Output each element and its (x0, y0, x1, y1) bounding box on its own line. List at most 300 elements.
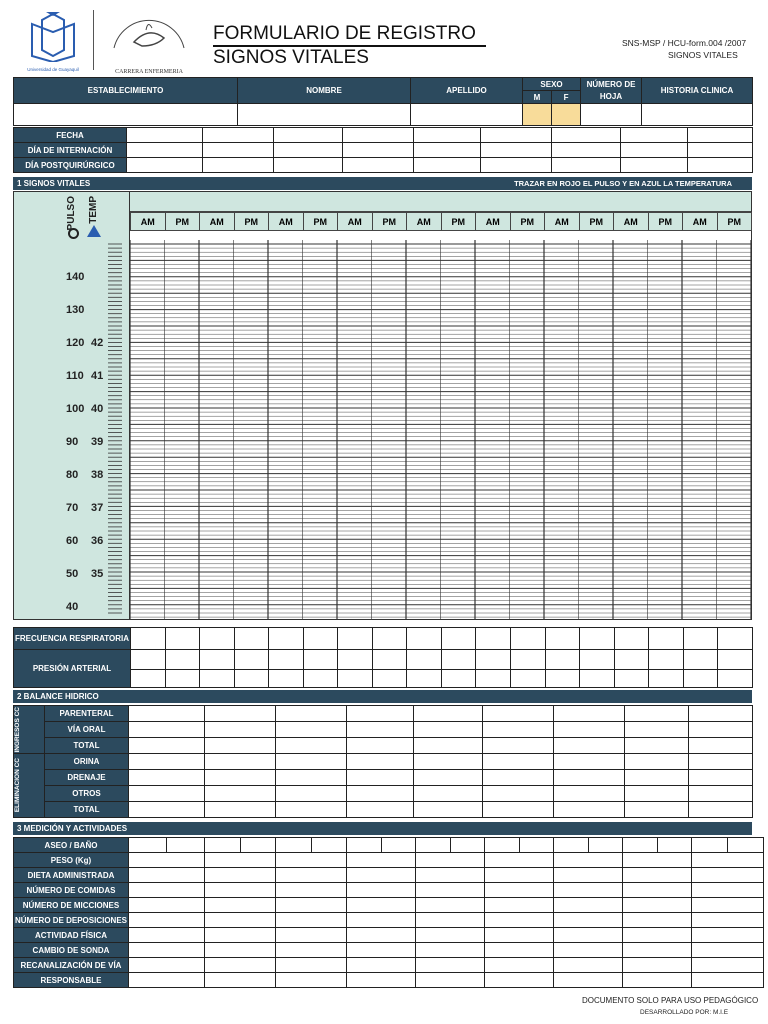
entry-cell[interactable] (623, 868, 692, 883)
entry-cell[interactable] (276, 754, 347, 770)
entry-cell[interactable] (511, 628, 546, 650)
entry-cell[interactable] (129, 738, 205, 754)
entry-cell[interactable] (276, 943, 347, 958)
entry-cell[interactable] (414, 143, 481, 158)
entry-cell[interactable] (234, 650, 269, 670)
table-row (14, 706, 753, 722)
entry-cell[interactable] (485, 958, 554, 973)
establecimiento-field[interactable] (14, 104, 238, 126)
entry-cell[interactable] (127, 143, 203, 158)
entry-cell[interactable] (689, 786, 753, 802)
entry-cell[interactable] (338, 628, 373, 650)
entry-cell[interactable] (129, 706, 205, 722)
row-label: FRECUENCIA RESPIRATORIA (14, 628, 131, 650)
entry-cell[interactable] (683, 670, 718, 688)
entry-cell[interactable] (589, 838, 623, 853)
num-hoja-field[interactable] (581, 104, 642, 126)
entry-cell[interactable] (205, 868, 276, 883)
entry-cell[interactable] (347, 958, 416, 973)
table-row (14, 928, 764, 943)
entry-cell[interactable] (347, 898, 416, 913)
entry-cell[interactable] (485, 868, 554, 883)
entry-cell[interactable] (649, 628, 684, 650)
entry-cell[interactable] (416, 928, 485, 943)
entry-cell[interactable] (580, 670, 615, 688)
group-label-text: INGRESOS CC (14, 706, 21, 753)
entry-cell[interactable] (276, 770, 347, 786)
entry-cell[interactable] (485, 898, 554, 913)
entry-cell[interactable] (347, 868, 416, 883)
entry-cell[interactable] (343, 128, 414, 143)
entry-cell[interactable] (625, 722, 689, 738)
section1-bar (13, 177, 752, 190)
table-row (14, 650, 753, 670)
entry-cell[interactable] (692, 943, 764, 958)
vitals-table (13, 627, 753, 688)
entry-cell[interactable] (347, 838, 382, 853)
entry-cell[interactable] (554, 853, 623, 868)
footer-note: DOCUMENTO SOLO PARA USO PEDAGÓGICO (582, 996, 759, 1005)
entry-cell[interactable] (483, 802, 554, 818)
row-label: RESPONSABLE (14, 973, 129, 988)
entry-cell[interactable] (520, 838, 554, 853)
entry-cell[interactable] (623, 898, 692, 913)
entry-cell[interactable] (205, 883, 276, 898)
entry-cell[interactable] (621, 128, 688, 143)
entry-cell[interactable] (129, 786, 205, 802)
entry-cell[interactable] (485, 943, 554, 958)
entry-cell[interactable] (554, 770, 625, 786)
entry-cell[interactable] (129, 973, 205, 988)
entry-cell[interactable] (234, 628, 269, 650)
entry-cell[interactable] (343, 143, 414, 158)
entry-cell[interactable] (552, 128, 621, 143)
entry-cell[interactable] (276, 973, 347, 988)
entry-cell[interactable] (580, 628, 615, 650)
entry-cell[interactable] (205, 973, 276, 988)
entry-cell[interactable] (205, 928, 276, 943)
entry-cell[interactable] (276, 802, 347, 818)
entry-cell[interactable] (485, 883, 554, 898)
entry-cell[interactable] (205, 754, 276, 770)
entry-cell[interactable] (441, 650, 476, 670)
entry-cell[interactable] (416, 853, 485, 868)
entry-cell[interactable] (545, 628, 580, 650)
entry-cell[interactable] (623, 838, 658, 853)
entry-cell[interactable] (483, 738, 554, 754)
entry-cell[interactable] (205, 770, 276, 786)
entry-cell[interactable] (554, 928, 623, 943)
entry-cell[interactable] (692, 838, 728, 853)
entry-cell[interactable] (416, 913, 485, 928)
entry-cell[interactable] (485, 838, 520, 853)
entry-cell[interactable] (407, 650, 442, 670)
entry-cell[interactable] (200, 670, 235, 688)
entry-cell[interactable] (205, 958, 276, 973)
entry-cell[interactable] (303, 628, 338, 650)
entry-cell[interactable] (274, 158, 343, 173)
entry-cell[interactable] (127, 128, 203, 143)
entry-cell[interactable] (689, 706, 753, 722)
col-apellido: APELLIDO (411, 78, 523, 104)
entry-cell[interactable] (414, 770, 483, 786)
entry-cell[interactable] (129, 913, 205, 928)
entry-cell[interactable] (441, 628, 476, 650)
entry-cell[interactable] (127, 158, 203, 173)
entry-cell[interactable] (131, 650, 166, 670)
entry-cell[interactable] (545, 650, 580, 670)
entry-cell[interactable] (129, 868, 205, 883)
entry-cell[interactable] (414, 802, 483, 818)
col-establecimiento: ESTABLECIMIENTO (14, 78, 238, 104)
entry-cell[interactable] (545, 670, 580, 688)
entry-cell[interactable] (416, 898, 485, 913)
entry-cell[interactable] (129, 754, 205, 770)
entry-cell[interactable] (276, 738, 347, 754)
entry-cell[interactable] (718, 670, 753, 688)
entry-cell[interactable] (414, 706, 483, 722)
row-label: DIETA ADMINISTRADA (14, 868, 129, 883)
entry-cell[interactable] (621, 158, 688, 173)
entry-cell[interactable] (234, 670, 269, 688)
entry-cell[interactable] (688, 143, 753, 158)
entry-cell[interactable] (276, 868, 347, 883)
entry-cell[interactable] (623, 973, 692, 988)
entry-cell[interactable] (203, 128, 274, 143)
entry-cell[interactable] (441, 670, 476, 688)
temp-triangle-icon (87, 225, 101, 237)
row-label: RECANALIZACIÓN DE VÍA (14, 958, 129, 973)
entry-cell[interactable] (649, 650, 684, 670)
entry-cell[interactable] (347, 853, 416, 868)
entry-cell[interactable] (347, 754, 414, 770)
entry-cell[interactable] (554, 754, 625, 770)
entry-cell[interactable] (485, 973, 554, 988)
entry-cell[interactable] (129, 853, 205, 868)
entry-cell[interactable] (554, 958, 623, 973)
entry-cell[interactable] (689, 754, 753, 770)
sexo-m-field[interactable] (523, 104, 552, 126)
table-row (14, 628, 753, 650)
entry-cell[interactable] (131, 628, 166, 650)
entry-cell[interactable] (481, 158, 552, 173)
entry-cell[interactable] (476, 670, 511, 688)
entry-cell[interactable] (625, 770, 689, 786)
entry-cell[interactable] (625, 802, 689, 818)
entry-cell[interactable] (483, 754, 554, 770)
entry-cell[interactable] (129, 883, 205, 898)
entry-cell[interactable] (347, 883, 416, 898)
entry-cell[interactable] (205, 838, 241, 853)
entry-cell[interactable] (481, 143, 552, 158)
logo-divider (93, 10, 94, 70)
entry-cell[interactable] (554, 883, 623, 898)
entry-cell[interactable] (269, 628, 304, 650)
section3-title: 3 MEDICIÓN Y ACTIVIDADES (17, 824, 128, 833)
entry-cell[interactable] (200, 650, 235, 670)
vital-signs-chart[interactable] (13, 191, 752, 620)
temp-tick-label: 42 (91, 337, 104, 349)
row-label: ACTIVIDAD FÍSICA (14, 928, 129, 943)
entry-cell[interactable] (554, 943, 623, 958)
entry-cell[interactable] (129, 722, 205, 738)
nombre-field[interactable] (238, 104, 411, 126)
entry-cell[interactable] (692, 868, 764, 883)
entry-cell[interactable] (347, 913, 416, 928)
entry-cell[interactable] (129, 838, 167, 853)
entry-cell[interactable] (203, 158, 274, 173)
entry-cell[interactable] (129, 770, 205, 786)
chart-header-band (130, 192, 751, 212)
entry-cell[interactable] (554, 706, 625, 722)
col-historia: HISTORIA CLINICA (642, 78, 753, 104)
entry-cell[interactable] (276, 786, 347, 802)
section3-bar (13, 822, 752, 835)
entry-cell[interactable] (483, 770, 554, 786)
row-label: TOTAL (45, 802, 129, 818)
entry-cell[interactable] (554, 722, 625, 738)
entry-cell[interactable] (276, 958, 347, 973)
pulse-tick-label: 110 (66, 370, 84, 382)
entry-cell[interactable] (338, 650, 373, 670)
entry-cell[interactable] (276, 706, 347, 722)
row-label: ASEO / BAÑO (14, 838, 129, 853)
entry-cell[interactable] (689, 770, 753, 786)
entry-cell[interactable] (167, 838, 205, 853)
entry-cell[interactable] (276, 883, 347, 898)
entry-cell[interactable] (718, 650, 753, 670)
entry-cell[interactable] (338, 670, 373, 688)
entry-cell[interactable] (483, 722, 554, 738)
entry-cell[interactable] (554, 838, 589, 853)
entry-cell[interactable] (205, 898, 276, 913)
entry-cell[interactable] (692, 973, 764, 988)
shift-header: AM (613, 212, 649, 231)
pulse-tick-label: 120 (66, 337, 85, 349)
entry-cell[interactable] (554, 868, 623, 883)
entry-cell[interactable] (554, 898, 623, 913)
entry-cell[interactable] (689, 738, 753, 754)
entry-cell[interactable] (347, 802, 414, 818)
entry-cell[interactable] (347, 973, 416, 988)
row-label: NÚMERO DE DEPOSICIONES (14, 913, 129, 928)
entry-cell[interactable] (269, 650, 304, 670)
entry-cell[interactable] (414, 786, 483, 802)
entry-cell[interactable] (692, 913, 764, 928)
entry-cell[interactable] (483, 706, 554, 722)
entry-cell[interactable] (276, 838, 312, 853)
entry-cell[interactable] (511, 650, 546, 670)
entry-cell[interactable] (414, 738, 483, 754)
entry-cell[interactable] (129, 958, 205, 973)
entry-cell[interactable] (129, 898, 205, 913)
entry-cell[interactable] (382, 838, 416, 853)
entry-cell[interactable] (129, 928, 205, 943)
entry-cell[interactable] (274, 143, 343, 158)
entry-cell[interactable] (554, 738, 625, 754)
axis-tick-marks (108, 192, 128, 621)
entry-cell[interactable] (728, 838, 764, 853)
entry-cell[interactable] (692, 853, 764, 868)
entry-cell[interactable] (414, 722, 483, 738)
entry-cell[interactable] (688, 128, 753, 143)
entry-cell[interactable] (554, 802, 625, 818)
entry-cell[interactable] (649, 670, 684, 688)
entry-cell[interactable] (407, 628, 442, 650)
entry-cell[interactable] (241, 838, 276, 853)
entry-cell[interactable] (485, 928, 554, 943)
entry-cell[interactable] (205, 943, 276, 958)
table-row (14, 958, 764, 973)
activity-table (13, 837, 764, 988)
entry-cell[interactable] (511, 670, 546, 688)
balance-group-label (14, 754, 45, 818)
entry-cell[interactable] (303, 650, 338, 670)
entry-cell[interactable] (554, 913, 623, 928)
entry-cell[interactable] (414, 158, 481, 173)
entry-cell[interactable] (416, 868, 485, 883)
entry-cell[interactable] (451, 838, 485, 853)
entry-cell[interactable] (485, 853, 554, 868)
entry-cell[interactable] (416, 958, 485, 973)
entry-cell[interactable] (343, 158, 414, 173)
entry-cell[interactable] (129, 802, 205, 818)
entry-cell[interactable] (625, 706, 689, 722)
entry-cell[interactable] (483, 786, 554, 802)
entry-cell[interactable] (623, 928, 692, 943)
entry-cell[interactable] (205, 913, 276, 928)
chart-grid-lines (130, 240, 751, 619)
entry-cell[interactable] (131, 670, 166, 688)
entry-cell[interactable] (205, 738, 276, 754)
entry-cell[interactable] (347, 706, 414, 722)
entry-cell[interactable] (347, 738, 414, 754)
entry-cell[interactable] (276, 928, 347, 943)
entry-cell[interactable] (205, 786, 276, 802)
entry-cell[interactable] (165, 650, 200, 670)
row-label: DRENAJE (45, 770, 129, 786)
entry-cell[interactable] (203, 143, 274, 158)
section1-note: TRAZAR EN ROJO EL PULSO Y EN AZUL LA TEMPERATURA (514, 179, 732, 188)
apellido-field[interactable] (411, 104, 523, 126)
entry-cell[interactable] (621, 143, 688, 158)
entry-cell[interactable] (552, 158, 621, 173)
entry-cell[interactable] (623, 853, 692, 868)
entry-cell[interactable] (416, 838, 451, 853)
entry-cell[interactable] (689, 722, 753, 738)
group-label-text: ELIMINACIÓN CC (14, 758, 21, 813)
entry-cell[interactable] (269, 670, 304, 688)
entry-cell[interactable] (200, 628, 235, 650)
entry-cell[interactable] (274, 128, 343, 143)
entry-cell[interactable] (658, 838, 692, 853)
entry-cell[interactable] (683, 650, 718, 670)
entry-cell[interactable] (481, 128, 552, 143)
entry-cell[interactable] (347, 928, 416, 943)
shift-header: AM (682, 212, 718, 231)
shift-header: AM (130, 212, 166, 231)
entry-cell[interactable] (552, 143, 621, 158)
entry-cell[interactable] (276, 913, 347, 928)
shift-header: AM (268, 212, 304, 231)
entry-cell[interactable] (372, 650, 407, 670)
entry-cell[interactable] (692, 958, 764, 973)
shift-header: PM (303, 212, 339, 231)
entry-cell[interactable] (614, 670, 649, 688)
entry-cell[interactable] (614, 628, 649, 650)
entry-cell[interactable] (625, 738, 689, 754)
entry-cell[interactable] (347, 770, 414, 786)
entry-cell[interactable] (416, 943, 485, 958)
entry-cell[interactable] (372, 628, 407, 650)
entry-cell[interactable] (623, 913, 692, 928)
entry-cell[interactable] (205, 802, 276, 818)
entry-cell[interactable] (347, 943, 416, 958)
entry-cell[interactable] (692, 883, 764, 898)
historia-field[interactable] (642, 104, 753, 126)
entry-cell[interactable] (614, 650, 649, 670)
shift-header: PM (579, 212, 615, 231)
entry-cell[interactable] (276, 853, 347, 868)
entry-cell[interactable] (688, 158, 753, 173)
entry-cell[interactable] (165, 670, 200, 688)
table-row (14, 143, 753, 158)
entry-cell[interactable] (205, 853, 276, 868)
entry-cell[interactable] (689, 802, 753, 818)
entry-cell[interactable] (623, 943, 692, 958)
entry-cell[interactable] (625, 754, 689, 770)
entry-cell[interactable] (312, 838, 347, 853)
entry-cell[interactable] (554, 786, 625, 802)
entry-cell[interactable] (165, 628, 200, 650)
entry-cell[interactable] (129, 943, 205, 958)
row-label: PESO (Kg) (14, 853, 129, 868)
entry-cell[interactable] (372, 670, 407, 688)
entry-cell[interactable] (347, 786, 414, 802)
entry-cell[interactable] (623, 958, 692, 973)
pulse-tick-label: 50 (66, 568, 79, 580)
sexo-f-field[interactable] (552, 104, 581, 126)
entry-cell[interactable] (718, 628, 753, 650)
shift-header: AM (337, 212, 373, 231)
entry-cell[interactable] (416, 973, 485, 988)
entry-cell[interactable] (205, 706, 276, 722)
entry-cell[interactable] (416, 883, 485, 898)
shift-header: AM (544, 212, 580, 231)
entry-cell[interactable] (692, 898, 764, 913)
entry-cell[interactable] (625, 786, 689, 802)
entry-cell[interactable] (683, 628, 718, 650)
form-title (213, 23, 486, 69)
entry-cell[interactable] (347, 722, 414, 738)
entry-cell[interactable] (276, 898, 347, 913)
entry-cell[interactable] (407, 670, 442, 688)
entry-cell[interactable] (414, 754, 483, 770)
entry-cell[interactable] (303, 670, 338, 688)
entry-cell[interactable] (414, 128, 481, 143)
entry-cell[interactable] (276, 722, 347, 738)
section1-title: 1 SIGNOS VITALES (17, 179, 91, 188)
entry-cell[interactable] (623, 883, 692, 898)
entry-cell[interactable] (580, 650, 615, 670)
entry-cell[interactable] (476, 628, 511, 650)
entry-cell[interactable] (485, 913, 554, 928)
col-sexo: SEXO (523, 78, 581, 91)
entry-cell[interactable] (692, 928, 764, 943)
entry-cell[interactable] (205, 722, 276, 738)
entry-cell[interactable] (476, 650, 511, 670)
entry-cell[interactable] (554, 973, 623, 988)
